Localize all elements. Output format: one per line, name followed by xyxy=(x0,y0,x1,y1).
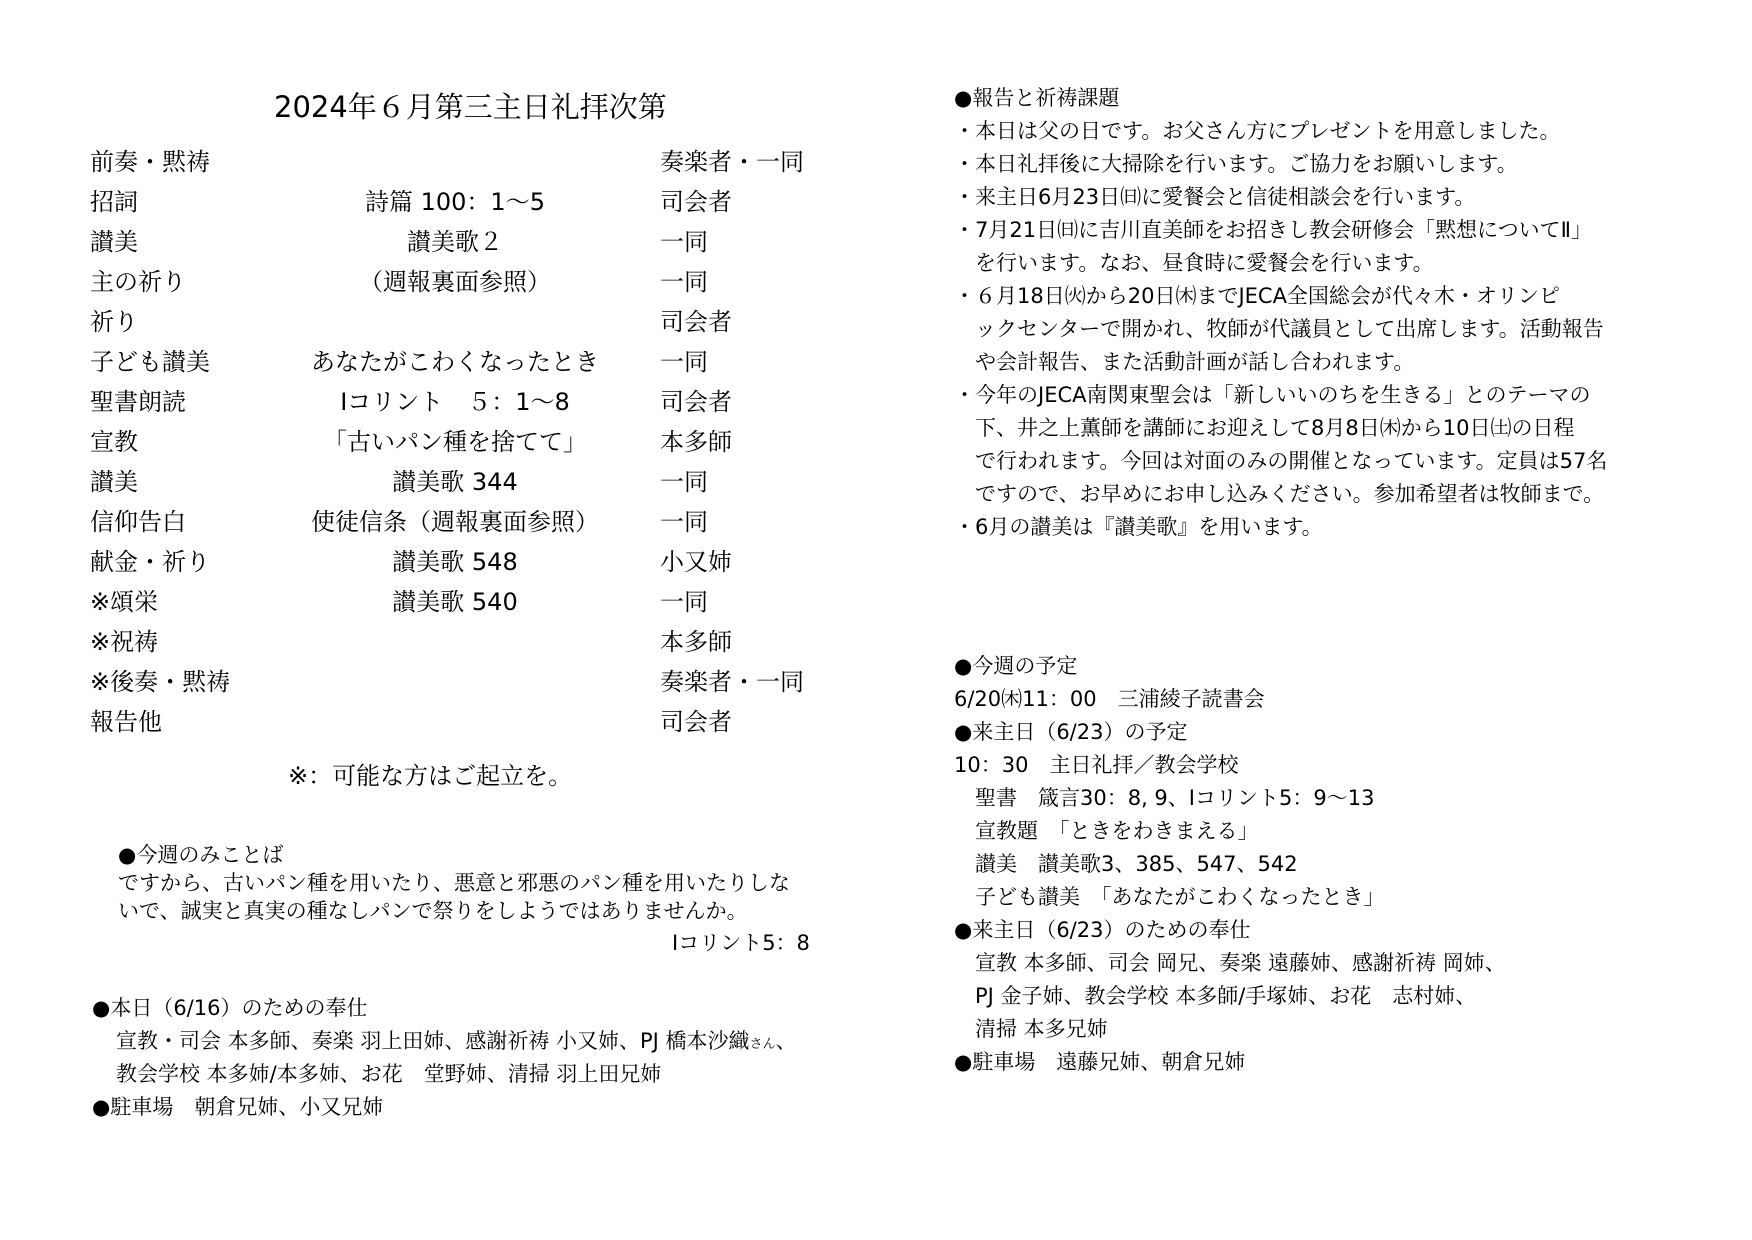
order-by: 一同 xyxy=(660,228,708,256)
order-detail: 讃美歌 344 xyxy=(392,468,518,496)
order-row xyxy=(90,462,850,502)
order-row xyxy=(90,502,850,542)
service-comma: 、 xyxy=(775,1029,797,1053)
order-detail: Ⅰコリント ５：1〜8 xyxy=(340,388,570,416)
order-by: 本多師 xyxy=(660,428,732,456)
order-detail: あなたがこわくなったとき xyxy=(311,348,599,376)
report-line: ・来主日6月23日㈰に愛餐会と信徒相談会を行います。 xyxy=(954,185,1476,209)
schedule-heading: ●今週の予定 xyxy=(954,654,1078,678)
schedule-heading: ●来主日（6/23）のための奉仕 xyxy=(954,918,1251,942)
order-item: 招詞 xyxy=(90,188,138,216)
schedule-line: 6/20㈭11：00 三浦綾子読書会 xyxy=(954,687,1265,711)
order-item: 讃美 xyxy=(90,468,138,496)
schedule-heading: ●来主日（6/23）の予定 xyxy=(954,720,1188,744)
order-by: 本多師 xyxy=(660,628,732,656)
schedule-line: 子ども讃美 「あなたがこわくなったとき」 xyxy=(954,885,1385,909)
report-line: 下、井之上薫師を講師にお迎えして8月8日㈭から10日㈯の日程 xyxy=(954,416,1575,440)
page-title: 2024年６月第三主日礼拝次第 xyxy=(274,90,667,124)
order-item: 讃美 xyxy=(90,228,138,256)
order-detail: （週報裏面参照） xyxy=(359,268,551,296)
order-by: 小又姉 xyxy=(660,548,732,576)
order-detail: 讃美歌 548 xyxy=(392,548,518,576)
word-line: いで、誠実と真実の種なしパンで祭りをしようではありませんか。 xyxy=(118,899,748,923)
report-line: ・本日礼拝後に大掃除を行います。ご協力をお願いします。 xyxy=(954,152,1518,176)
order-by: 司会者 xyxy=(660,308,732,336)
order-by: 司会者 xyxy=(660,388,732,416)
order-item: 聖書朗読 xyxy=(90,388,186,416)
order-by: 一同 xyxy=(660,268,708,296)
service-heading: ●本日（6/16）のための奉仕 xyxy=(92,996,368,1020)
service-line xyxy=(116,1025,797,1055)
order-by: 司会者 xyxy=(660,188,732,216)
order-item: 子ども讃美 xyxy=(90,348,210,376)
report-line: を行います。なお、昼食時に愛餐会を行います。 xyxy=(954,251,1434,275)
order-row xyxy=(90,382,850,422)
order-by: 一同 xyxy=(660,588,708,616)
word-reference: Ⅰコリント5：8 xyxy=(672,931,810,955)
reports-heading: ●報告と祈祷課題 xyxy=(954,86,1120,110)
word-line: ですから、古いパン種を用いたり、悪意と邪悪のパン種を用いたりしな xyxy=(118,871,790,895)
report-line: ・6月の讃美は『讃美歌』を用います。 xyxy=(954,515,1323,539)
service-line: 教会学校 本多姉/本多姉、お花 堂野姉、清掃 羽上田兄姉 xyxy=(116,1062,662,1086)
order-item: 報告他 xyxy=(90,708,162,736)
order-row xyxy=(90,302,850,342)
order-row xyxy=(90,262,850,302)
order-item: 主の祈り xyxy=(90,268,186,296)
report-line: ・7月21日㈰に吉川直美師をお招きし教会研修会「黙想についてⅡ」 xyxy=(954,218,1592,242)
schedule-line: 宣教題 「ときをわきまえる」 xyxy=(954,819,1259,843)
order-by: 一同 xyxy=(660,508,708,536)
report-line: ・６月18日㈫から20日㈭までJECA全国総会が代々木・オリンピ xyxy=(954,284,1560,308)
order-row xyxy=(90,622,850,662)
order-item: 宣教 xyxy=(90,428,138,456)
standing-note: ※：可能な方はご起立を。 xyxy=(288,762,573,790)
order-row xyxy=(90,222,850,262)
order-item: 祈り xyxy=(90,308,138,336)
order-item: 献金・祈り xyxy=(90,548,210,576)
order-row xyxy=(90,702,850,742)
order-by: 奏楽者・一同 xyxy=(660,148,804,176)
order-row xyxy=(90,182,850,222)
report-line: ックセンターで開かれ、牧師が代議員として出席します。活動報告 xyxy=(954,317,1604,341)
report-line: で行われます。今回は対面のみの開催となっています。定員は57名 xyxy=(954,449,1608,473)
order-row xyxy=(90,662,850,702)
order-detail: 「古いパン種を捨てて」 xyxy=(323,428,587,456)
order-detail: 詩篇 100：1〜5 xyxy=(365,188,545,216)
order-row xyxy=(90,582,850,622)
schedule-line: 讃美 讃美歌3、385、547、542 xyxy=(954,852,1298,876)
schedule-line: 清掃 本多兄姉 xyxy=(954,1017,1108,1041)
order-by: 司会者 xyxy=(660,708,732,736)
parking: ●駐車場 朝倉兄姉、小又兄姉 xyxy=(92,1095,384,1119)
report-line: ・本日は父の日です。お父さん方にプレゼントを用意しました。 xyxy=(954,119,1561,143)
order-detail: 讃美歌 540 xyxy=(392,588,518,616)
order-detail: 使徒信条（週報裏面参照） xyxy=(311,508,599,536)
schedule-line: PJ 金子姉、教会学校 本多師/手塚姉、お花 志村姉、 xyxy=(954,984,1477,1008)
order-row xyxy=(90,342,850,382)
order-by: 一同 xyxy=(660,348,708,376)
order-by: 奏楽者・一同 xyxy=(660,668,804,696)
report-line: や会計報告、また活動計画が話し合われます。 xyxy=(954,350,1415,374)
order-row xyxy=(90,142,850,182)
report-line: ですので、お早めにお申し込みください。参加希望者は牧師まで。 xyxy=(954,482,1605,506)
schedule-line: 10：30 主日礼拝／教会学校 xyxy=(954,753,1239,777)
order-row xyxy=(90,542,850,582)
service-suffix: さん xyxy=(749,1037,776,1052)
order-item: ※頌栄 xyxy=(90,588,159,616)
report-line: ・今年のJECA南関東聖会は「新しいいのちを生きる」とのテーマの xyxy=(954,383,1591,407)
order-by: 一同 xyxy=(660,468,708,496)
schedule-heading: ●駐車場 遠藤兄姉、朝倉兄姉 xyxy=(954,1050,1246,1074)
word-heading: ●今週のみことば xyxy=(118,843,284,867)
order-item: ※祝祷 xyxy=(90,628,159,656)
order-item: ※後奏・黙祷 xyxy=(90,668,231,696)
schedule-line: 宣教 本多師、司会 岡兄、奏楽 遠藤姉、感謝祈祷 岡姉、 xyxy=(954,951,1506,975)
order-detail: 讃美歌２ xyxy=(407,228,503,256)
service-text: 宣教・司会 本多師、奏楽 羽上田姉、感謝祈祷 小又姉、PJ 橋本沙織 xyxy=(116,1029,750,1053)
order-item: 前奏・黙祷 xyxy=(90,148,210,176)
order-item: 信仰告白 xyxy=(90,508,186,536)
schedule-line: 聖書 箴言30：8, 9、Ⅰコリント5：9〜13 xyxy=(954,786,1375,810)
order-row xyxy=(90,422,850,462)
